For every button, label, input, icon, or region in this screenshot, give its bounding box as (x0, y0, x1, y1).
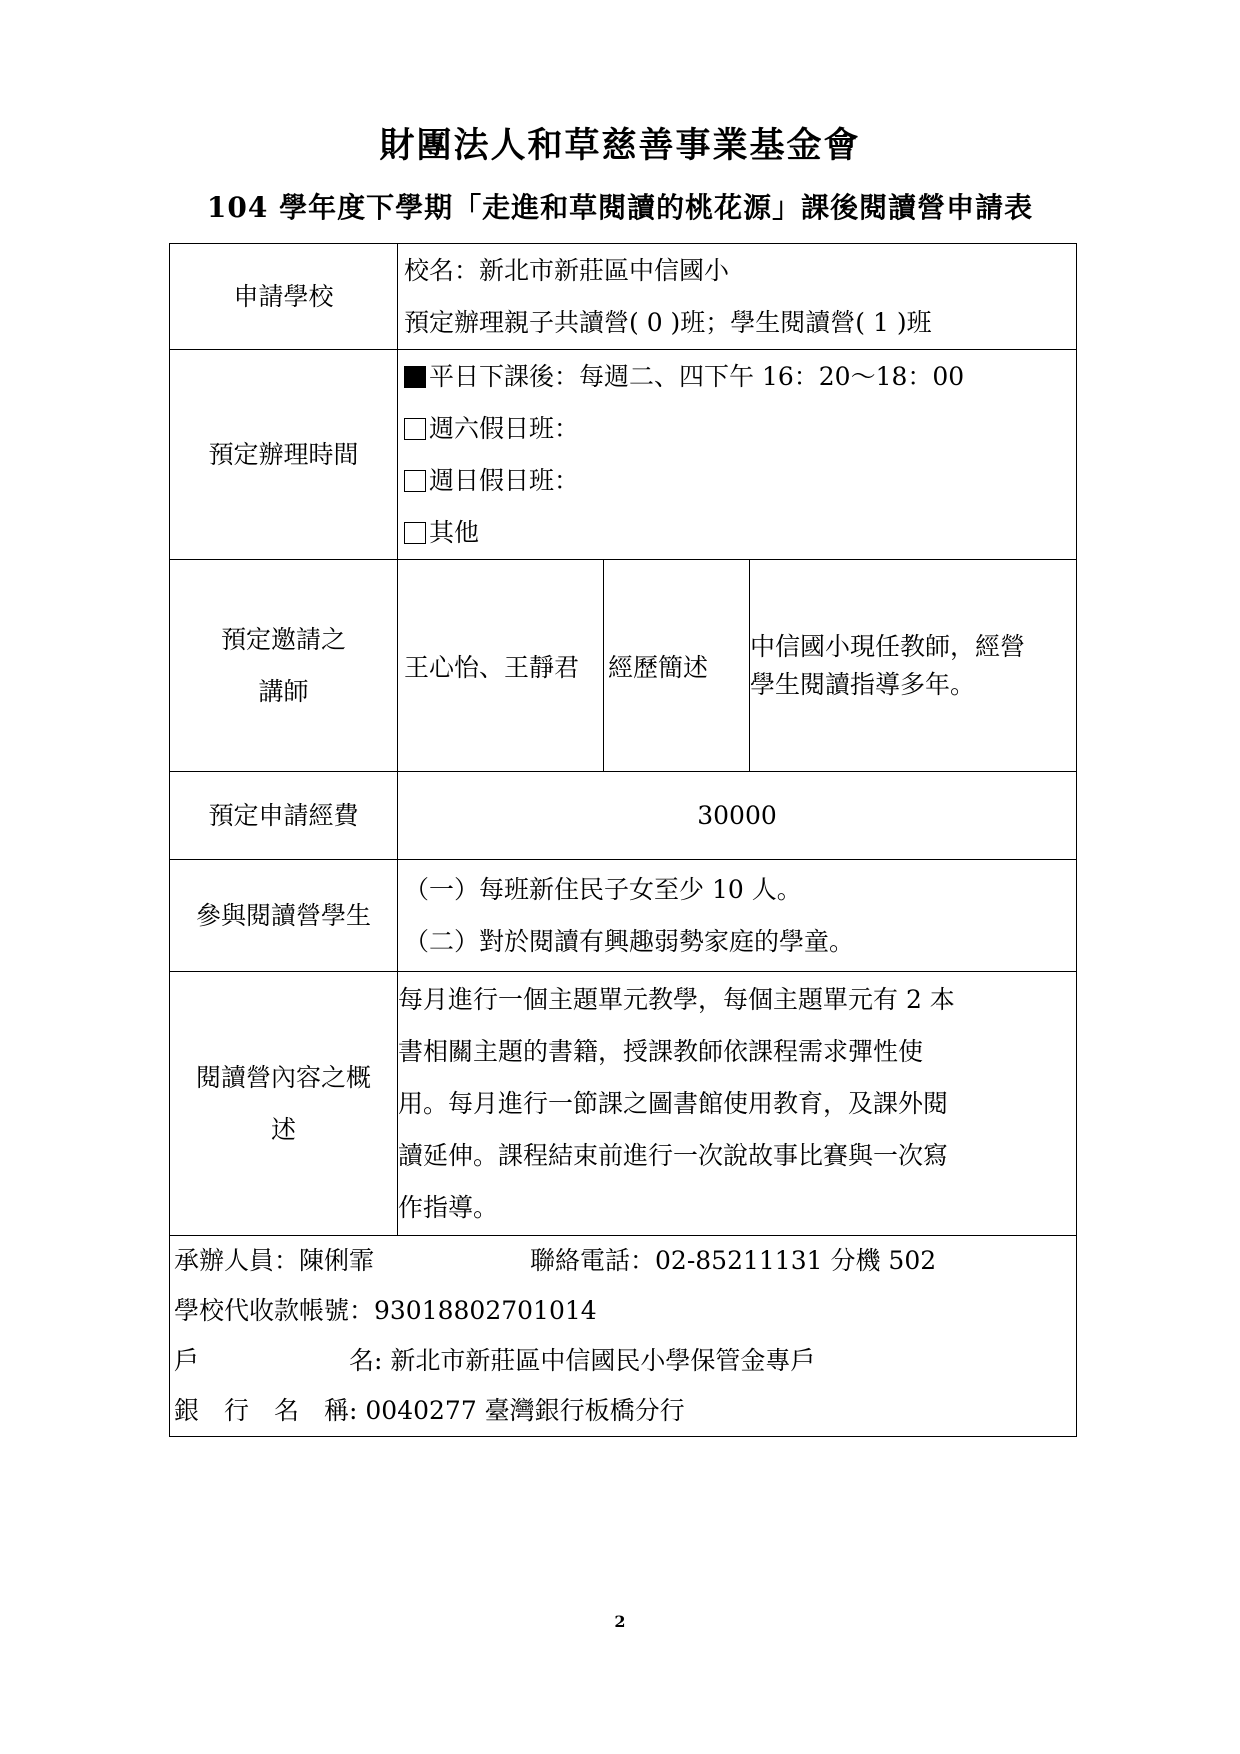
content-label: 閱讀營內容之概 述 (170, 972, 398, 1236)
schedule-option-other: 其他 (398, 507, 1076, 559)
unchecked-checkbox-icon (404, 470, 426, 492)
class-plan: 預定辦理親子共讀營( 0 )班；學生閱讀營( 1 )班 (404, 307, 932, 337)
schedule-options-cell (398, 350, 1077, 560)
schedule-label: 預定辦理時間 (170, 350, 398, 560)
unchecked-checkbox-icon (404, 418, 426, 440)
students-label: 參與閱讀營學生 (170, 860, 398, 972)
document-subtitle: 104 學年度下學期「走進和草閱讀的桃花源」課後閱讀營申請表 (206, 191, 1034, 224)
students-criterion-2: （二）對於閱讀有興趣弱勢家庭的學童。 (404, 926, 855, 956)
budget-label: 預定申請經費 (170, 772, 398, 860)
contact-line: 承辦人員：陳俐霏 聯絡電話：02-85211131 分機 502 (174, 1246, 937, 1275)
students-criteria-cell (398, 860, 1077, 972)
schedule-option-weekday: 平日下課後：每週二、四下午 16：20～18：00 (398, 351, 1076, 403)
schedule-option-saturday: 週六假日班： (398, 403, 1076, 455)
budget-amount: 30000 (398, 772, 1077, 860)
school-label: 申請學校 (170, 244, 398, 350)
school-name: 校名：新北市新莊區中信國小 (404, 255, 730, 285)
contact-info-cell (170, 1236, 1077, 1437)
lecturer-bio: 中信國小現任教師，經營 學生閱讀指導多年。 (750, 560, 1077, 772)
lecturer-names: 王心怡、王靜君 (398, 560, 604, 772)
bank-name: 銀 行 名 稱: 0040277 臺灣銀行板橋分行 (174, 1396, 685, 1425)
students-criterion-1: （一）每班新住民子女至少 10 人。 (404, 874, 802, 904)
account-holder: 戶 名: 新北市新莊區中信國民小學保管金專戶 (174, 1346, 816, 1375)
school-info-cell (398, 244, 1077, 350)
bio-label: 經歷簡述 (604, 560, 750, 772)
unchecked-checkbox-icon (404, 522, 426, 544)
checked-checkbox-icon (404, 366, 426, 388)
content-description: 每月進行一個主題單元教學，每個主題單元有 2 本 書相關主題的書籍，授課教師依課程需求彈性使 用。每月進行一節課之圖書館使用教育，及課外閱 讀延伸。課程結束前進行一次說故事比賽與一次寫 作指導。 (398, 972, 1077, 1236)
page-number: 2 (614, 1612, 626, 1631)
schedule-option-sunday: 週日假日班： (398, 455, 1076, 507)
lecturer-label: 預定邀請之 講師 (170, 560, 398, 772)
application-form-table (169, 243, 1077, 1437)
document-title: 財團法人和草慈善事業基金會 (379, 125, 861, 166)
bank-account-number: 學校代收款帳號：93018802701014 (174, 1296, 597, 1325)
